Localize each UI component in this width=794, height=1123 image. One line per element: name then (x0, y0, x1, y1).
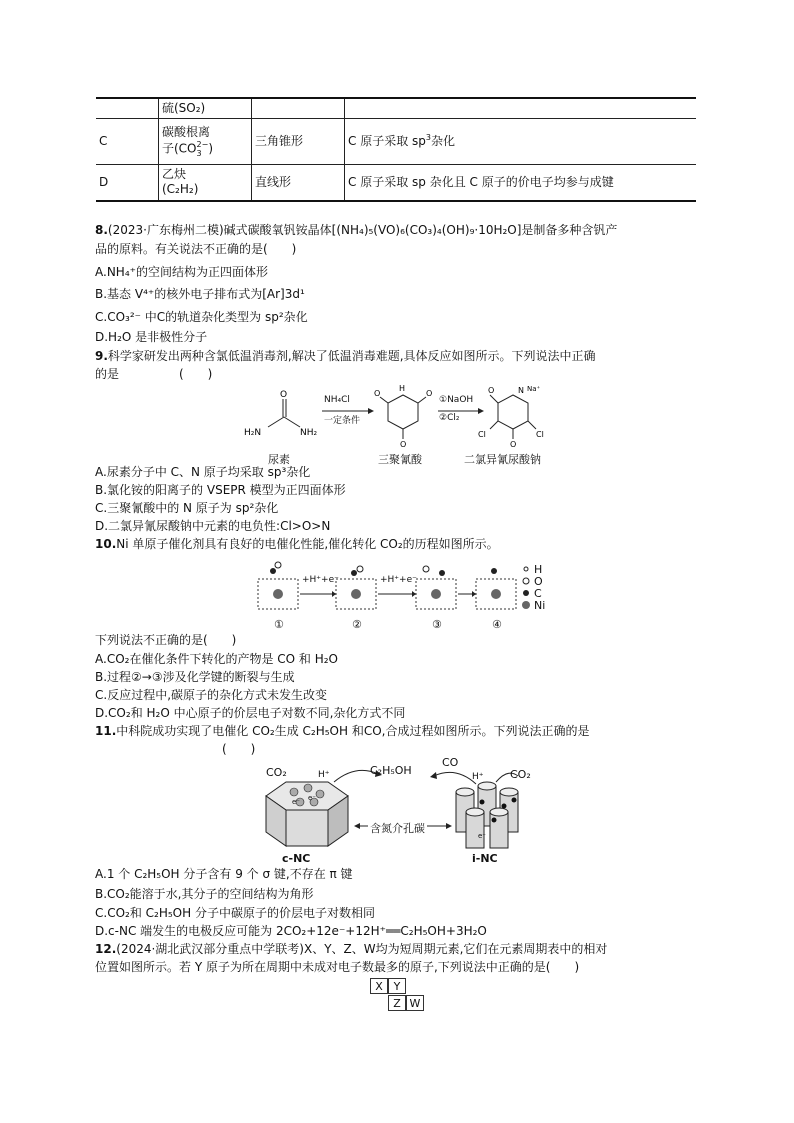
urea-structure (268, 399, 300, 427)
option-table (96, 97, 696, 202)
q9-option-a: A.尿素分子中 C、N 原子均采取 sp³杂化 (95, 465, 311, 479)
q10-stem (95, 536, 499, 552)
q12-stem-text: (2024·湖北武汉部分重点中学联考)X、Y、Z、W均为短周期元素,它们在元素周期表中的相对 (116, 942, 608, 956)
table-cell-description: C 原子采取 sp 杂化且 C 原子的价电子均参与成键 (345, 165, 697, 201)
urea-label: 尿素 (268, 453, 290, 466)
cyanuric-acid-label: 三聚氰酸 (378, 453, 422, 466)
svg-text:O: O (374, 389, 381, 398)
legend-h: H (534, 563, 543, 576)
catalysis-svg (256, 557, 556, 635)
svg-text:O: O (426, 389, 433, 398)
table-cell-shape (252, 98, 345, 119)
q10-option-b: B.过程②→③涉及化学键的断裂与生成 (95, 670, 295, 684)
q9-stem-line-1 (95, 348, 596, 364)
svg-text:O: O (488, 386, 495, 395)
q10-stem-text: Ni 单原子催化剂具有良好的电催化性能,催化转化 CO₂的历程如图所示。 (116, 537, 499, 551)
question-number: 11. (95, 724, 117, 738)
dichloroisocyanurate-label: 二氯异氰尿酸钠 (464, 453, 541, 466)
svg-text:H₂N: H₂N (244, 428, 262, 438)
svg-text:O: O (280, 390, 288, 400)
table-cell-molecule: 硫(SO₂) (159, 98, 252, 119)
hplus-right-label: H⁺ (472, 772, 484, 782)
periodic-position-grid (370, 978, 426, 1014)
question-number: 8. (95, 223, 108, 237)
svg-text:N: N (518, 386, 524, 395)
electron-label: e⁻ (478, 832, 487, 840)
charge-superscript: 2− (196, 140, 209, 149)
dichloroisocyanurate-structure (490, 395, 536, 439)
svg-text:Cl: Cl (478, 430, 486, 439)
table-row (96, 165, 696, 201)
electron-label: e⁻ (308, 794, 317, 802)
table-cell-shape: 三角锥形 (252, 119, 345, 165)
table-cell-option: D (96, 165, 159, 201)
description-text: C 原子采取 sp (348, 134, 426, 148)
question-number: 12. (95, 942, 117, 956)
q8-stem-line-1 (95, 222, 617, 238)
q11-stem-line-2: ( ) (222, 742, 256, 756)
q8-stem-line-2: 品的原料。有关说法不正确的是( ) (95, 242, 297, 256)
table-cell-option: C (96, 119, 159, 165)
catalyst-state-2 (336, 566, 376, 609)
table-cell-molecule (159, 119, 252, 165)
cyanuric-acid-structure (380, 395, 426, 439)
step-label: +H⁺+e⁻ (380, 575, 417, 585)
legend-c: C (534, 587, 542, 600)
q12-stem-line-2: 位置如图所示。若 Y 原子为所在周期中未成对电子数最多的原子,下列说法中正确的是( ) (95, 960, 580, 974)
hybrid-superscript: 3 (425, 133, 431, 142)
table-row (96, 119, 696, 165)
svg-text:Cl: Cl (536, 430, 544, 439)
mesoporous-carbon-label: 含氮介孔碳 (370, 822, 425, 835)
state-label-2: ② (352, 618, 362, 631)
grid-cell-w: W (406, 995, 424, 1011)
molecule-line-2: (C₂H₂) (162, 182, 199, 197)
q8-stem-text: (2023·广东梅州二模)碱式碳酸氧钒铵晶体[(NH₄)₅(VO)₆(CO₃)₄(OH)₉·10H₂O]是制备多种含钒产 (107, 223, 618, 237)
i-nc-label: i-NC (472, 852, 498, 865)
molecule-formula: 子(CO (162, 141, 197, 156)
svg-text:Na⁺: Na⁺ (527, 385, 541, 393)
q9-option-b: B.氯化铵的阳离子的 VSEPR 模型为正四面体形 (95, 483, 346, 497)
grid-cell-y: Y (388, 978, 406, 994)
state-label-1: ① (274, 618, 284, 631)
q10-option-c: C.反应过程中,碳原子的杂化方式未发生改变 (95, 688, 328, 702)
question-number: 9. (95, 349, 108, 363)
q11-stem-line-1 (95, 723, 589, 739)
molecule-line-2 (162, 140, 248, 158)
q10-option-a: A.CO₂在催化条件下转化的产物是 CO 和 H₂O (95, 652, 338, 666)
svg-text:H: H (399, 384, 406, 393)
molecule-line-1: 碳酸根离 (162, 125, 211, 139)
q11-option-c: C.CO₂和 C₂H₅OH 分子中碳原子的价层电子对数相同 (95, 906, 375, 920)
ethanol-label: C₂H₅OH (370, 764, 412, 777)
atom-subscript: 3 (196, 149, 202, 158)
catalyst-state-1 (258, 562, 298, 609)
q10-ask: 下列说法不正确的是( ) (95, 633, 237, 647)
reagent-2-top: ①NaOH (439, 395, 474, 405)
q9-reaction-figure (238, 381, 568, 465)
electron-label: e⁻ (292, 798, 301, 806)
svg-text:O: O (510, 440, 517, 449)
q9-stem-text: 科学家研发出两种含氯低温消毒剂,解决了低温消毒难题,具体反应如图所示。下列说法中正确 (107, 349, 596, 363)
table-cell-shape: 直线形 (252, 165, 345, 201)
table-cell-description (345, 119, 697, 165)
q10-catalysis-figure (256, 557, 556, 635)
grid-cell-x: X (370, 978, 388, 994)
q8-option-d: D.H₂O 是非极性分子 (95, 330, 208, 344)
q8-option-b: B.基态 V⁴⁺的核外电子排布式为[Ar]3d¹ (95, 287, 305, 301)
hplus-left-label: H⁺ (318, 770, 330, 780)
table-cell-description (345, 98, 697, 119)
q11-electrocatalysis-figure (256, 756, 556, 866)
svg-text:O: O (400, 440, 407, 449)
reagent-1-bottom: 一定条件 (324, 416, 361, 426)
molecule-line-1: 乙炔 (162, 167, 187, 182)
table-cell-option (96, 98, 159, 119)
table-cell-molecule (159, 165, 252, 201)
svg-text:NH₂: NH₂ (300, 428, 318, 438)
catalyst-state-3 (416, 566, 456, 609)
q11-option-d: D.c-NC 端发生的电极反应可能为 2CO₂+12e⁻+12H⁺══C₂H₅OH+3H₂O (95, 924, 487, 938)
molecule-close: ) (208, 141, 213, 156)
q10-option-d: D.CO₂和 H₂O 中心原子的价层电子对数不同,杂化方式不同 (95, 706, 406, 720)
i-nc-cylinders (456, 782, 518, 848)
co2-left-label: CO₂ (266, 766, 287, 779)
q8-option-c: C.CO₃²⁻ 中C的轨道杂化类型为 sp²杂化 (95, 310, 308, 324)
catalyst-state-4 (476, 568, 516, 609)
step-label: +H⁺+e⁻ (302, 575, 339, 585)
co2-right-label: CO₂ (510, 768, 531, 781)
q11-option-a: A.1 个 C₂H₅OH 分子含有 9 个 σ 键,不存在 π 键 (95, 867, 353, 881)
table-row (96, 98, 696, 119)
co-label: CO (442, 756, 459, 769)
state-label-4: ④ (492, 618, 502, 631)
grid-cell-z: Z (388, 995, 406, 1011)
c-nc-label: c-NC (282, 852, 311, 865)
q9-option-c: C.三聚氰酸中的 N 原子为 sp²杂化 (95, 501, 279, 515)
legend-ni: Ni (534, 599, 546, 612)
q8-option-a: A.NH₄⁺的空间结构为正四面体形 (95, 265, 268, 279)
q9-option-d: D.二氯异氰尿酸钠中元素的电负性:Cl>O>N (95, 519, 331, 533)
description-text-end: 杂化 (430, 134, 455, 148)
q9-stem-line-2: 的是 ( ) (95, 367, 213, 381)
legend-o: O (534, 575, 543, 588)
question-number: 10. (95, 537, 117, 551)
reagent-1-top: NH₄Cl (324, 395, 350, 405)
q11-option-b: B.CO₂能溶于水,其分子的空间结构为角形 (95, 887, 314, 901)
q11-stem-text: 中科院成功实现了电催化 CO₂生成 C₂H₅OH 和CO,合成过程如图所示。下列说法正确的是 (116, 724, 590, 738)
state-label-3: ③ (432, 618, 442, 631)
reagent-2-bottom: ②Cl₂ (439, 413, 460, 423)
q12-stem-line-1 (95, 941, 607, 957)
